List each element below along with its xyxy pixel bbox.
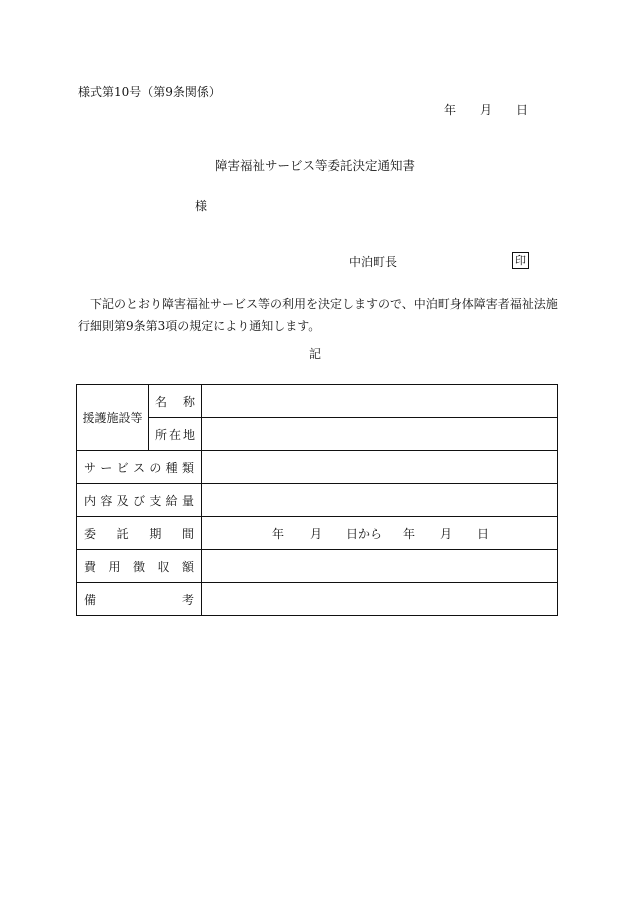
document-title: 障害福祉サービス等委託決定通知書	[214, 158, 415, 173]
date-year-label: 年	[444, 103, 457, 117]
addressee-suffix: 様	[195, 199, 208, 213]
period-year1: 年	[272, 527, 285, 541]
period-value	[202, 517, 558, 550]
content-value	[202, 484, 558, 517]
remarks-value	[202, 583, 558, 616]
period-year2: 年	[403, 527, 416, 541]
table-row	[77, 550, 558, 583]
ki-heading: 記	[308, 347, 321, 361]
period-month2: 月	[440, 527, 453, 541]
table-row	[77, 418, 558, 451]
decision-table	[76, 384, 558, 616]
period-day2: 日	[477, 527, 490, 541]
table-row	[77, 484, 558, 517]
period-month1: 月	[310, 527, 323, 541]
fee-value	[202, 550, 558, 583]
table-row	[77, 517, 558, 550]
content-label: 内容及び支給量	[77, 484, 202, 517]
facility-address-value	[202, 418, 558, 451]
date-month-label: 月	[480, 103, 493, 117]
service-type-label: サービスの種類	[77, 451, 202, 484]
table-row	[77, 583, 558, 616]
table-row	[77, 385, 558, 418]
remarks-label: 備考	[77, 583, 202, 616]
facility-address-label: 所在地	[149, 418, 202, 451]
facility-name-label: 名称	[149, 385, 202, 418]
facility-name-value	[202, 385, 558, 418]
date-day-label: 日	[516, 103, 529, 117]
seal-mark: 印	[512, 252, 529, 269]
form-number: 様式第10号（第9条関係）	[78, 85, 221, 99]
service-type-value	[202, 451, 558, 484]
fee-label: 費用徴収額	[77, 550, 202, 583]
period-label: 委託期間	[77, 517, 202, 550]
issuer-name: 中泊町長	[349, 255, 398, 269]
table-row	[77, 451, 558, 484]
body-text: 下記のとおり障害福祉サービス等の利用を決定しますので、中泊町身体障害者福祉法施行細則第9条第3項の規定により通知します。	[78, 297, 558, 333]
period-day-from: 日から	[346, 527, 383, 541]
facility-group-label: 援護施設等	[77, 385, 149, 451]
